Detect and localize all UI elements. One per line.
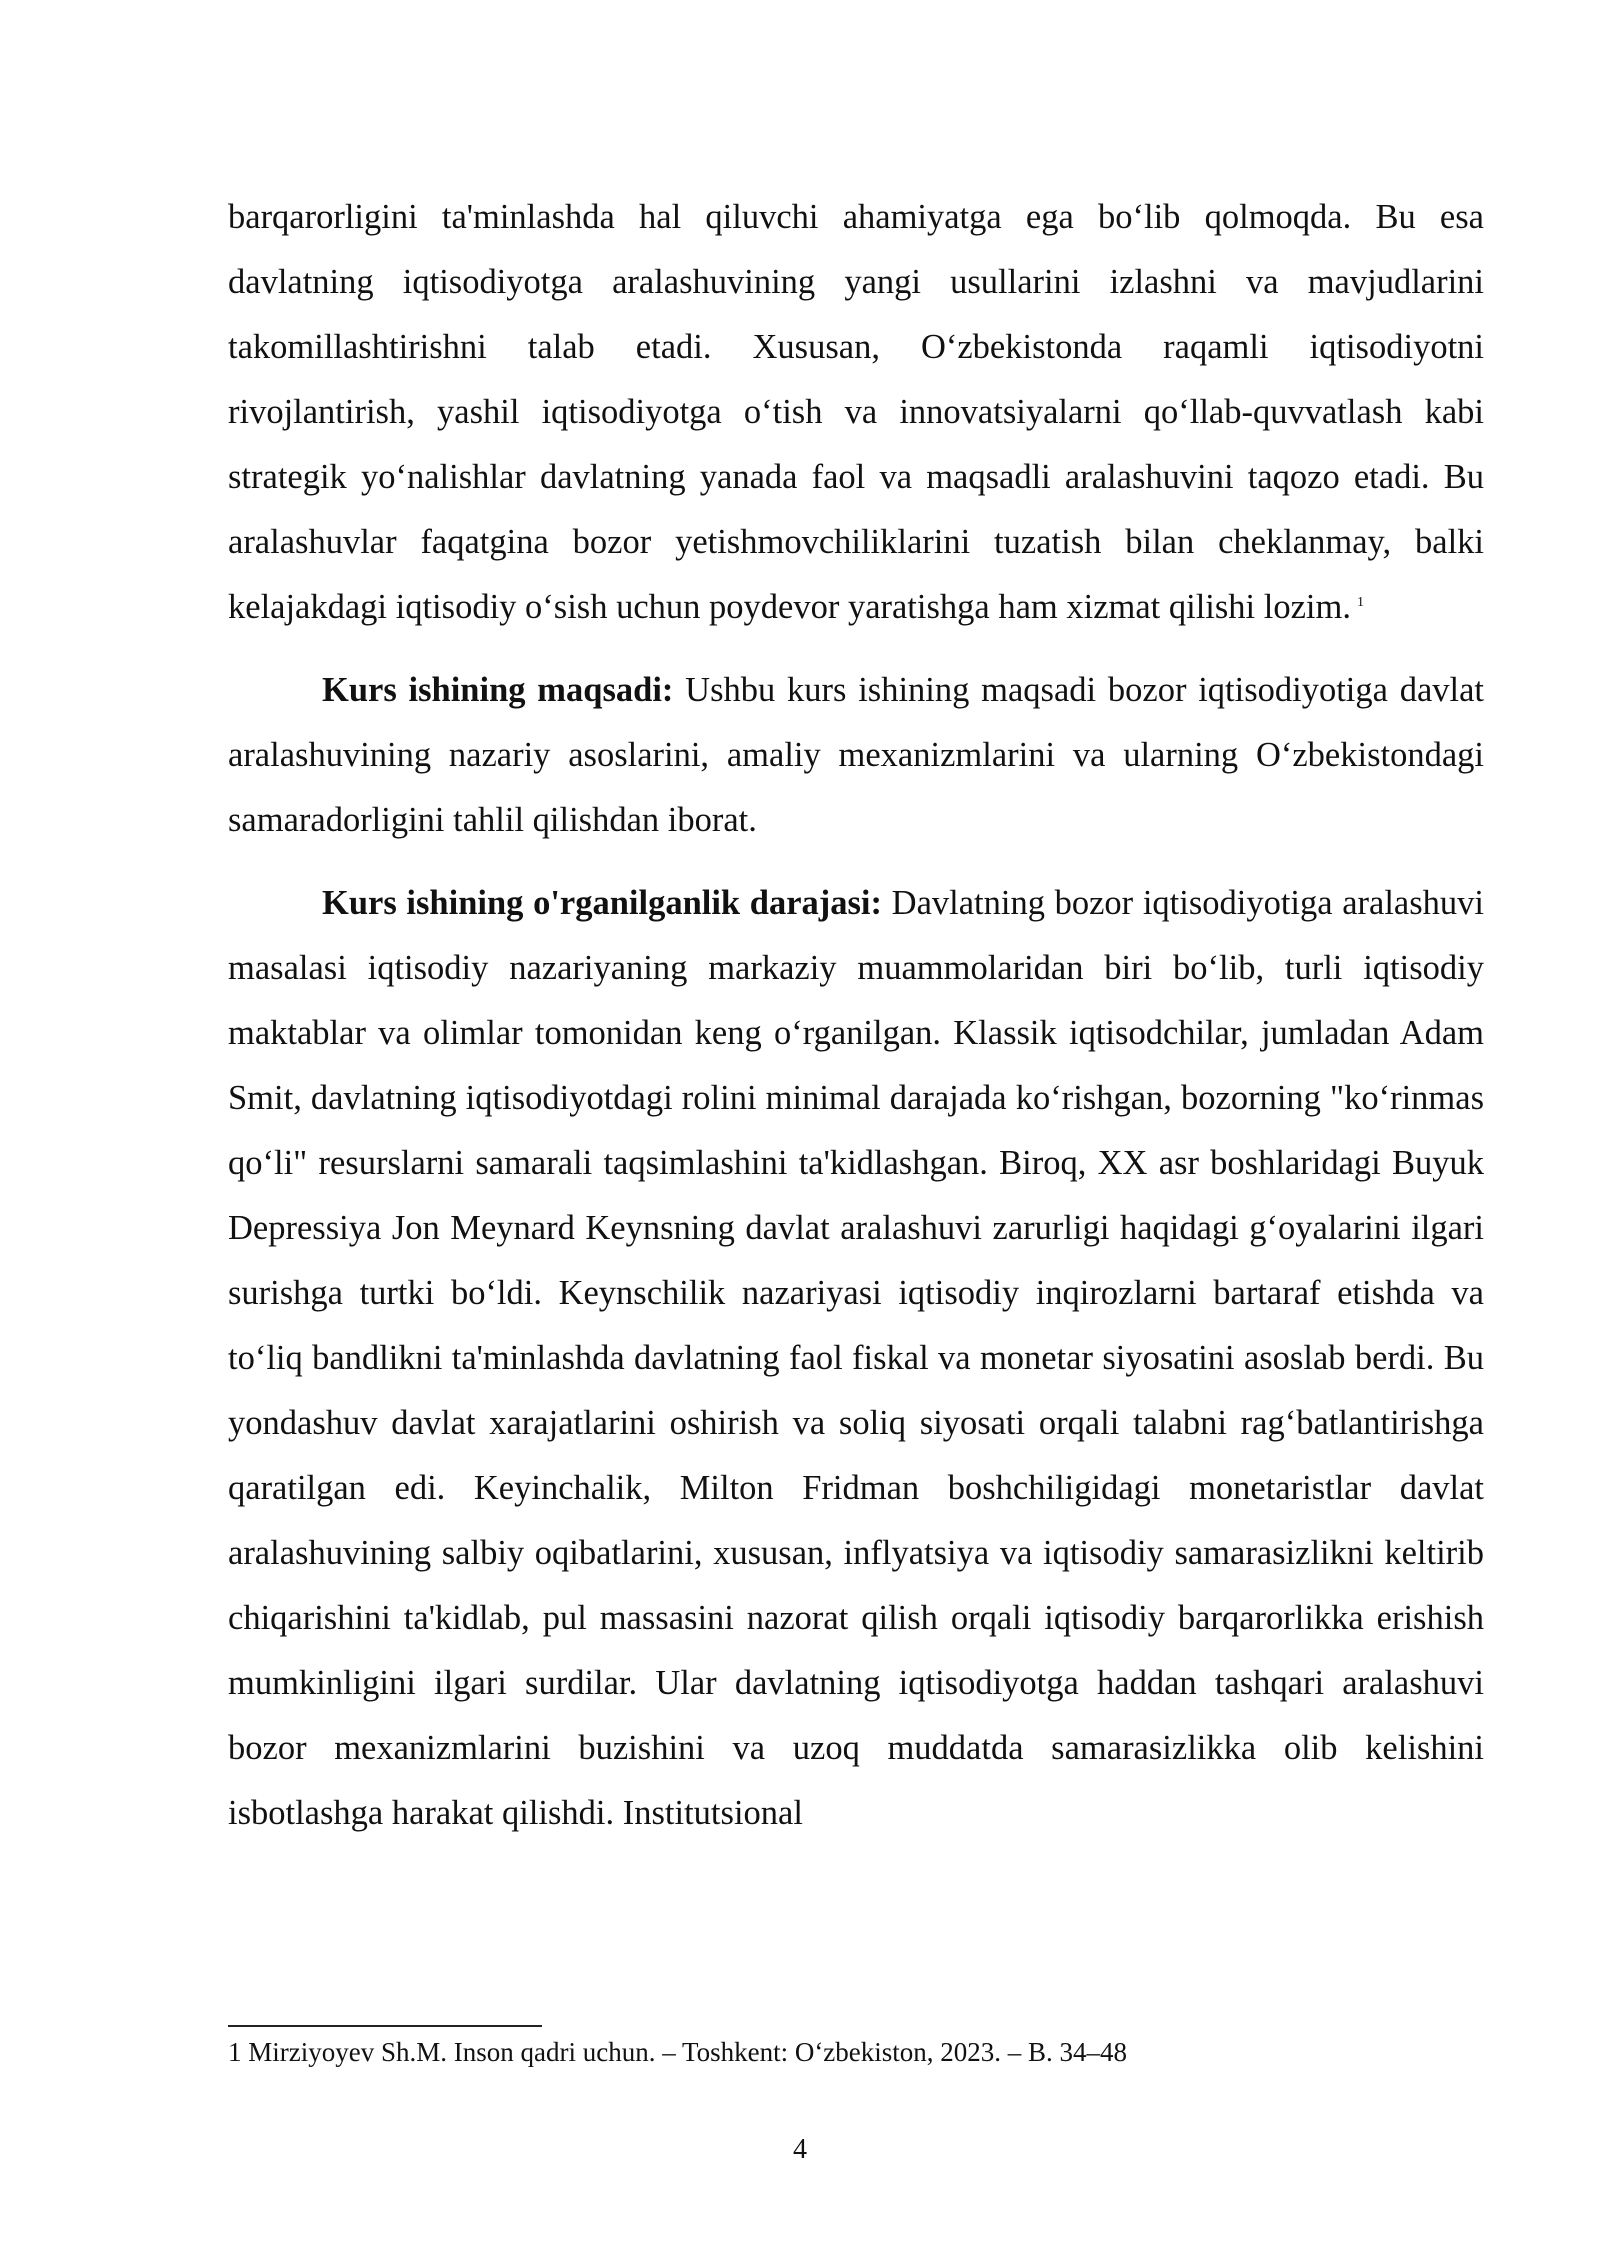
- page-number: 4: [793, 2134, 807, 2165]
- paragraph-text: barqarorligini ta'minlashda hal qiluvchi ahamiyatga ega bo‘lib qolmoqda. Bu esa davlatning iqtisodiyotga aralashuvining yangi usullarini izlashni va mavjudlarini takomillashtirishni talab etadi. Xususan, O‘zbekistonda raqamli iqtisodiyotni rivojlantirish, yashil iqtisodiyotga o‘tish va innovatsiyalarni qo‘llab-quvvatlash kabi strategik yo‘nalishlar davlatning yanada faol va maqsadli aralashuvini taqozo etadi. Bu aralashuvlar faqatgina bozor yetishmovchiliklarini tuzatish bilan cheklanmay, balki kelajakdagi iqtisodiy o‘sish uchun poydevor yaratishga ham xizmat qilishi lozim.: [228, 198, 1484, 626]
- section-heading-purpose: Kurs ishining maqsadi:: [322, 671, 674, 709]
- footnote-text: 1 Mirziyoyev Sh.M. Inson qadri uchun. – Toshkent: O‘zbekiston, 2023. – B. 34–48: [228, 2037, 1128, 2067]
- footnote-reference[interactable]: 1: [1356, 595, 1364, 610]
- paragraph-continuation: [228, 185, 1484, 640]
- section-heading-study-level: Kurs ishining o'rganilganlik darajasi:: [322, 884, 883, 922]
- paragraph-purpose: [228, 658, 1484, 853]
- footnote-separator: [228, 2025, 542, 2027]
- document-body: [228, 185, 1484, 1846]
- paragraph-text: Ushbu kurs ishining maqsadi bozor iqtisodiyotiga davlat aralashuvining nazariy asoslarini, amaliy mexanizmlarini va ularning O‘zbekistondagi samaradorligini tahlil qilishdan iborat.: [228, 671, 1484, 839]
- paragraph-text: Davlatning bozor iqtisodiyotiga aralashuvi masalasi iqtisodiy nazariyaning markaziy muammolaridan biri bo‘lib, turli iqtisodiy maktablar va olimlar tomonidan keng o‘rganilgan. Klassik iqtisodchilar, jumladan Adam Smit, davlatning iqtisodiyotdagi rolini minimal darajada ko‘rishgan, bozorning "ko‘rinmas qo‘li" resurslarni samarali taqsimlashini ta'kidlashgan. Biroq, XX asr boshlaridagi Buyuk Depressiya Jon Meynard Keynsning davlat aralashuvi zarurligi haqidagi g‘oyalarini ilgari surishga turtki bo‘ldi. Keynschilik nazariyasi iqtisodiy inqirozlarni bartaraf etishda va to‘liq bandlikni ta'minlashda davlatning faol fiskal va monetar siyosatini asoslab berdi. Bu yondashuv davlat xarajatlarini oshirish va soliq siyosati orqali talabni rag‘batlantirishga qaratilgan edi. Keyinchalik, Milton Fridman boshchiligidagi monetaristlar davlat aralashuvining salbiy oqibatlarini, xususan, inflyatsiya va iqtisodiy samarasizlikni keltirib chiqarishini ta'kidlab, pul massasini nazorat qilish orqali iqtisodiy barqarorlikka erishish mumkinligini ilgari surdilar. Ular davlatning iqtisodiyotga haddan tashqari aralashuvi bozor mexanizmlarini buzishini va uzoq muddatda samarasizlikka olib kelishini isbotlashga harakat qilishdi. Institutsional: [228, 884, 1485, 1832]
- paragraph-study-level: [228, 871, 1484, 1846]
